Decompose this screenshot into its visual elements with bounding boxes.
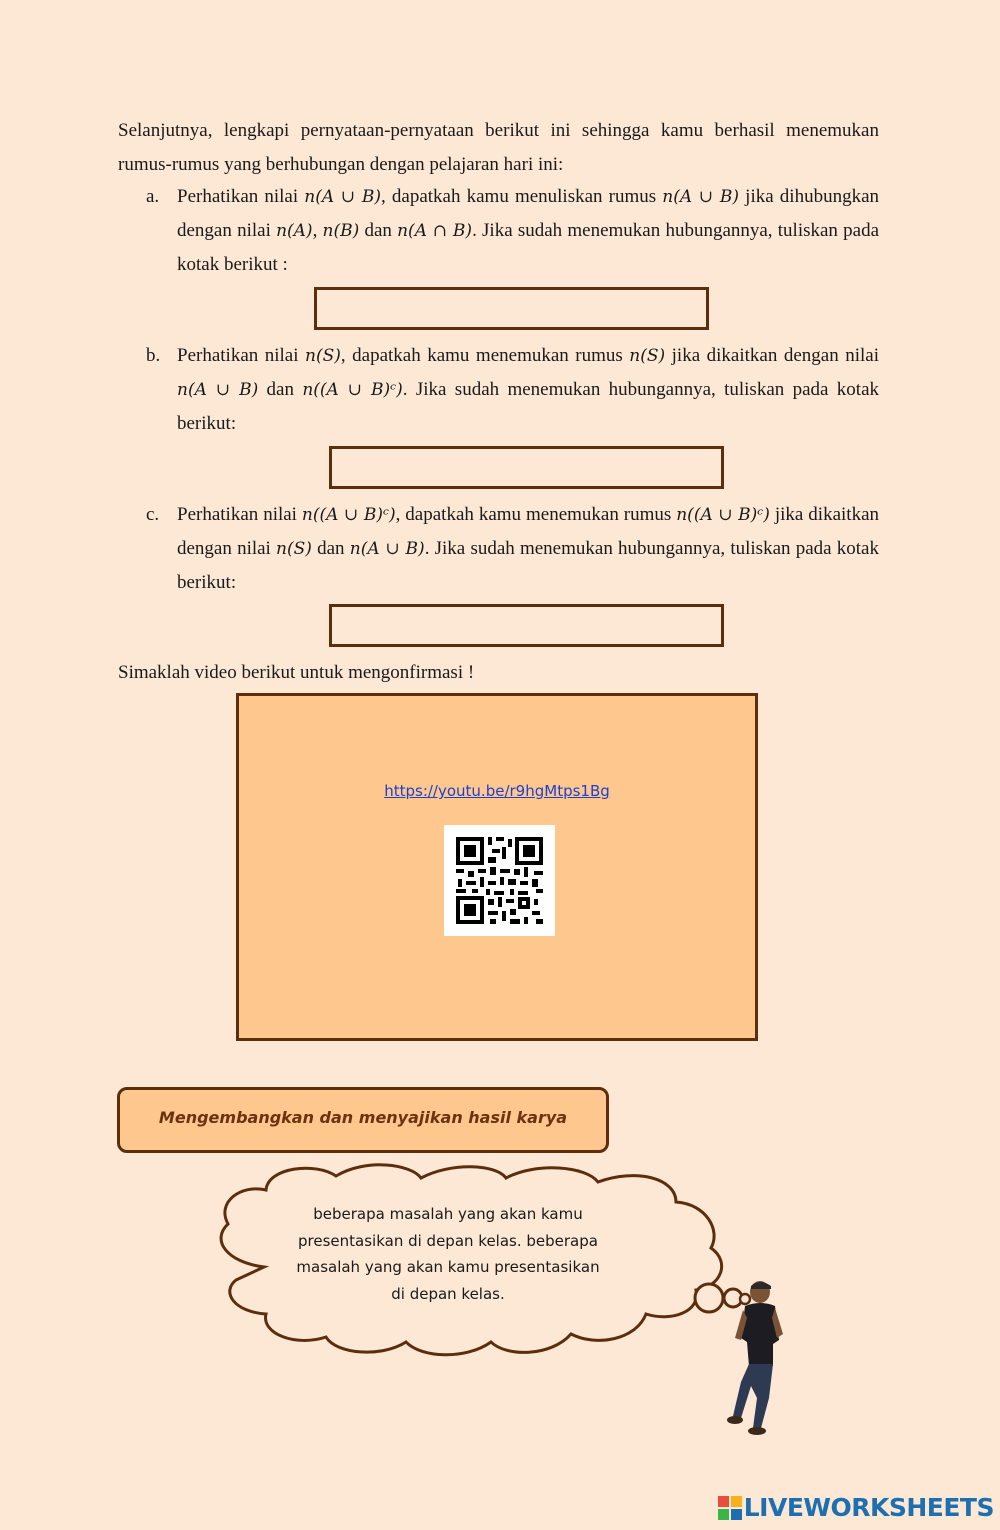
video-link[interactable]: https://youtu.be/r9hgMtps1Bg xyxy=(384,782,610,800)
item-text: Perhatikan nilai n(S), dapatkah kamu menemukan rumus n(S) jika dikaitkan dengan nilai n(A ∪ B) dan n((A ∪ B)ᶜ). Jika sudah menemukan hubungannya, tuliskan pada kotak berikut: xyxy=(177,345,880,434)
intro-text: Selanjutnya, lengkapi pernyataan-pernyataan berikut ini sehingga kamu berhasil menemukan rumus-rumus yang berhubungan dengan pelajaran hari ini: xyxy=(118,120,879,175)
math-expression: n(S) xyxy=(629,346,666,366)
brand-name: LIVEWORKSHEETS xyxy=(743,1493,994,1522)
item-text: Perhatikan nilai n(A ∪ B), dapatkah kamu menuliskan rumus n(A ∪ B) jika dihubungkan dengan nilai n(A), n(B) dan n(A ∩ B). Jika sudah menemukan hubungannya, tuliskan pada kotak berikut : xyxy=(177,186,880,275)
question-item-c xyxy=(146,498,879,600)
video-box xyxy=(236,693,758,1041)
item-text: Perhatikan nilai n((A ∪ B)ᶜ), dapatkah kamu menemukan rumus n((A ∪ B)ᶜ) jika dikaitkan dengan nilai n(S) dan n(A ∪ B). Jika sudah menemukan hubungannya, tuliskan pada kotak berikut: xyxy=(177,504,880,593)
item-letter: c. xyxy=(146,504,160,525)
section-title: Mengembangkan dan menyajikan hasil karya xyxy=(158,1108,568,1127)
answer-input-b[interactable] xyxy=(329,446,724,489)
video-prompt: Simaklah video berikut untuk mengonfirmasi ! xyxy=(118,662,475,683)
math-expression: n(A ∩ B) xyxy=(397,221,473,241)
question-item-a xyxy=(146,180,879,282)
math-expression: n(S) xyxy=(276,539,312,559)
math-expression: n(B) xyxy=(322,221,360,241)
item-letter: a. xyxy=(146,186,160,207)
math-expression: n(A ∪ B) xyxy=(177,380,259,400)
math-expression: n(A ∪ B) xyxy=(349,539,425,559)
math-expression: n(A ∪ B) xyxy=(662,187,740,207)
math-expression: n((A ∪ B)ᶜ) xyxy=(301,505,396,525)
math-expression: n((A ∪ B)ᶜ) xyxy=(676,505,770,525)
thinking-person-icon xyxy=(715,1278,790,1438)
math-expression: n(A ∪ B) xyxy=(304,187,382,207)
math-expression: n((A ∪ B)ᶜ) xyxy=(302,380,403,400)
question-item-b xyxy=(146,339,879,441)
item-letter: b. xyxy=(146,345,161,366)
math-expression: n(S) xyxy=(305,346,341,366)
liveworksheets-logo xyxy=(718,1493,994,1522)
cloud-text: beberapa masalah yang akan kamu presentasikan di depan kelas. beberapa masalah yang akan kamu presentasikan di depan kelas. xyxy=(296,1205,600,1303)
section-header xyxy=(117,1087,609,1153)
answer-input-c[interactable] xyxy=(329,604,724,647)
math-expression: n(A) xyxy=(276,221,313,241)
answer-input-a[interactable] xyxy=(314,287,709,330)
liveworksheets-logo-icon xyxy=(718,1496,742,1520)
qr-code-icon xyxy=(444,825,555,936)
